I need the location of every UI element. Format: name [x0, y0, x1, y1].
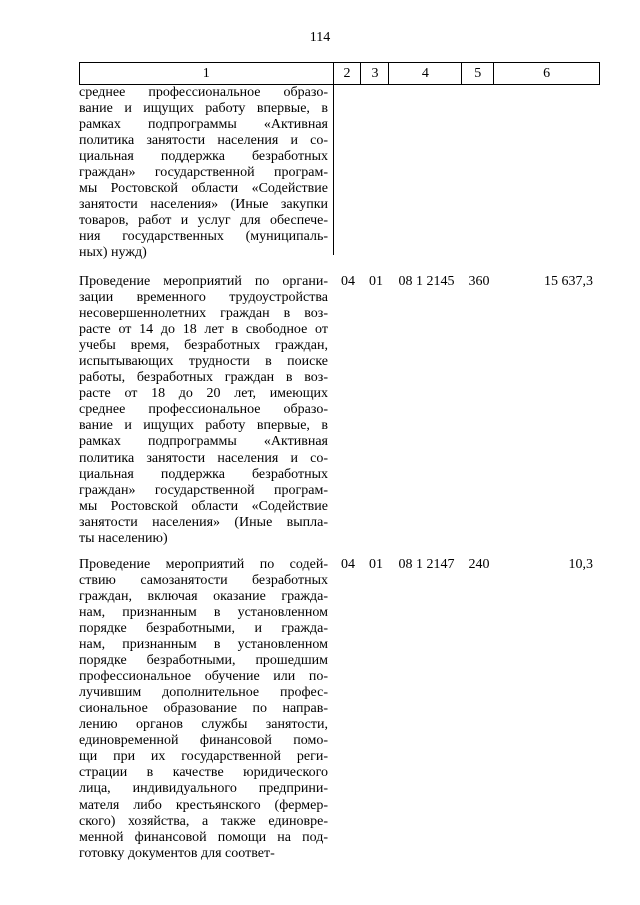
subsection-code: 01: [369, 556, 383, 572]
description-line: граждан» государственной програм-: [79, 165, 328, 181]
header-col-1: 1: [80, 63, 334, 84]
row-description: [79, 85, 334, 273]
description-line: нам, признанным в установленном: [79, 604, 328, 620]
description-line: менной финансовой помощи на под-: [79, 829, 328, 845]
description-line: Проведение мероприятий по содей-: [79, 556, 328, 572]
amount: 10,3: [568, 556, 593, 572]
description-line: политика занятости населения и со-: [79, 133, 328, 149]
description-line: несовершеннолетних граждан в воз-: [79, 306, 328, 322]
section-code: [334, 85, 362, 273]
description-line: занятости населения» (Иные выпла-: [79, 514, 328, 530]
description-line: испытывающих трудности в поиске: [79, 354, 328, 370]
description-line: щи при их государственной реги-: [79, 749, 328, 765]
header-col-3: 3: [361, 63, 389, 84]
amount: [495, 85, 600, 273]
description-line: мы Ростовской области «Содействие: [79, 498, 328, 514]
description-line: ты населению): [79, 530, 168, 546]
description-line: порядке безработными, прошедшим: [79, 653, 328, 669]
description-line: циальная поддержка безработных: [79, 466, 328, 482]
table-row: [79, 85, 600, 273]
description-line: нам, признанным в установленном: [79, 637, 328, 653]
description-line: зации временного трудоустройства: [79, 290, 328, 306]
section-code: 04: [341, 556, 355, 572]
description-line: лению органов службы занятости,: [79, 717, 328, 733]
target-article-code: 08 1 2147: [398, 556, 455, 572]
description-line: граждан» государственной програм-: [79, 482, 328, 498]
description-line: вание и ищущих работу впервые, в: [79, 418, 328, 434]
description-line: мы Ростовской области «Содействие: [79, 181, 328, 197]
description-line: расте от 18 до 20 лет, имеющих: [79, 386, 328, 402]
description-line: граждан, включая оказание гражда-: [79, 588, 328, 604]
table-header: [79, 62, 600, 85]
column-divider: [333, 85, 334, 255]
description-line: страции в качестве юридического: [79, 765, 328, 781]
row-description: [79, 274, 334, 547]
table-body: [79, 85, 600, 862]
description-line: политика занятости населения и со-: [79, 450, 328, 466]
description-line: сиональное образование по направ-: [79, 701, 328, 717]
expense-type-code: 360: [468, 274, 490, 289]
page-number: 114: [309, 30, 331, 45]
description-line: мателя либо крестьянского (фермер-: [79, 797, 328, 813]
description-line: среднее профессиональное образо-: [79, 85, 328, 100]
subsection-code: 01: [369, 274, 383, 289]
budget-table: [79, 62, 600, 862]
header-col-2: 2: [334, 63, 362, 84]
description-line: среднее профессиональное образо-: [79, 402, 328, 418]
description-line: ского) хозяйства, а также единовре-: [79, 813, 328, 829]
description-line: единовременной финансовой помо-: [79, 733, 328, 749]
description-line: лучившим дополнительное профес-: [79, 685, 328, 701]
description-line: ных) нужд): [79, 245, 147, 261]
target-article-code: 08 1 2145: [398, 274, 455, 289]
description-line: ния государственных (муниципаль-: [79, 229, 328, 245]
header-col-6: 6: [494, 63, 600, 84]
description-line: Проведение мероприятий по органи-: [79, 274, 328, 289]
description-line: товаров, работ и услуг для обеспече-: [79, 213, 328, 229]
expense-type-code: 240: [468, 556, 490, 572]
row-description: [79, 557, 334, 862]
description-line: ствию самозанятости безработных: [79, 572, 328, 588]
description-line: циальная поддержка безработных: [79, 149, 328, 165]
description-line: порядке безработными, и гражда-: [79, 620, 328, 636]
description-line: занятости населения» (Иные закупки: [79, 197, 328, 213]
description-line: лица, индивидуального предприни-: [79, 781, 328, 797]
expense-type-code: [463, 85, 495, 273]
header-col-4: 4: [389, 63, 462, 84]
amount: 15 637,3: [544, 274, 593, 289]
description-line: готовку документов для соответ-: [79, 845, 275, 861]
description-line: профессиональное обучение или по-: [79, 669, 328, 685]
subsection-code: [362, 85, 390, 273]
description-line: расте от 14 до 18 лет в свободное от: [79, 322, 328, 338]
description-line: вание и ищущих работу впервые, в: [79, 101, 328, 117]
description-line: учебы время, безработных граждан,: [79, 338, 328, 354]
description-line: рамках подпрограммы «Активная: [79, 434, 328, 450]
header-col-5: 5: [462, 63, 494, 84]
section-code: 04: [341, 274, 355, 289]
table-row: [79, 274, 600, 547]
target-article-code: [390, 85, 463, 273]
description-line: рамках подпрограммы «Активная: [79, 117, 328, 133]
table-row: [79, 557, 600, 862]
description-line: работы, безработных граждан в воз-: [79, 370, 328, 386]
